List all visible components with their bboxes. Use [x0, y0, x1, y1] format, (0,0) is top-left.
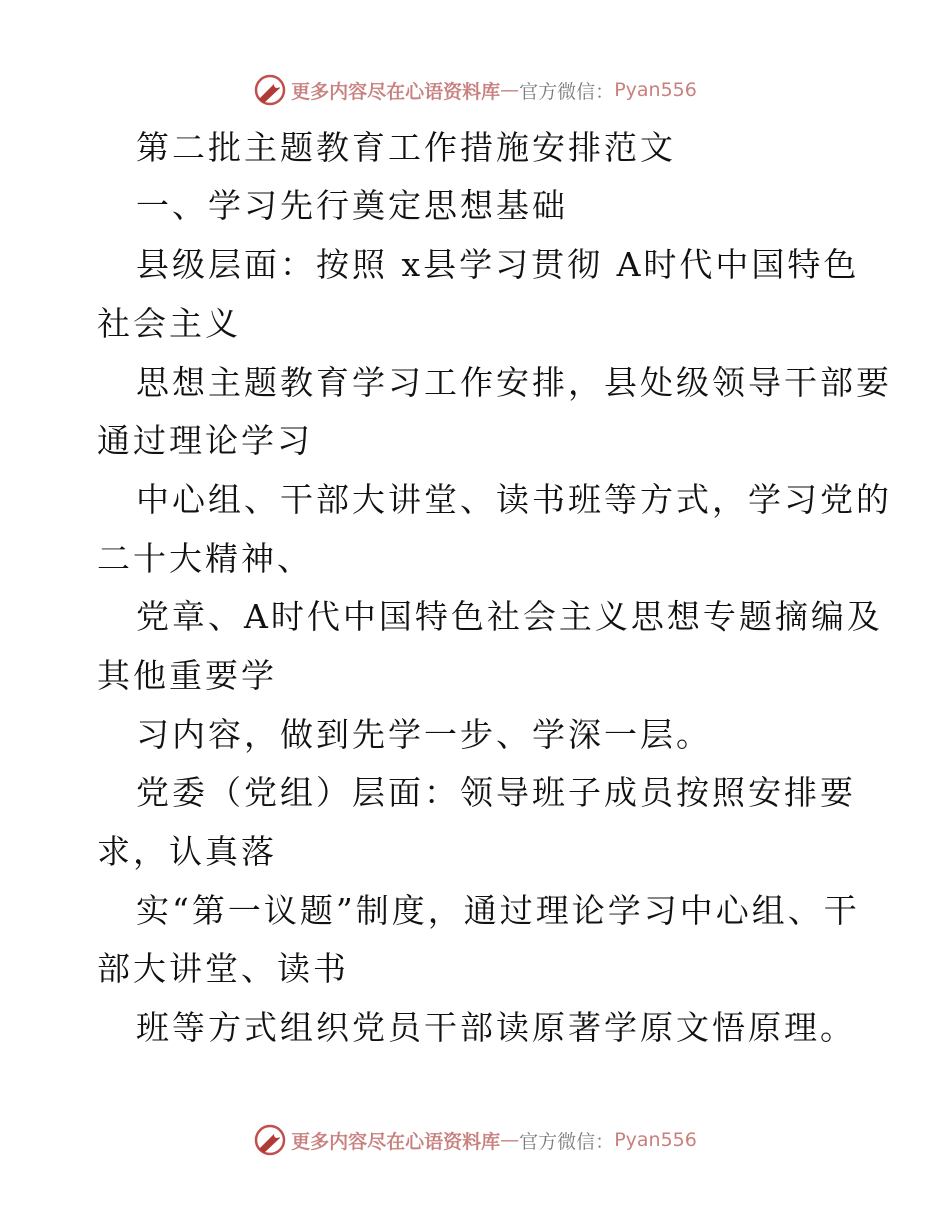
paragraph-line: 党委（党组）层面：领导班子成员按照安排要	[136, 773, 856, 812]
paragraph-line: 县级层面：按照 x县学习贯彻 A时代中国特色	[136, 245, 860, 284]
pen-nib-logo-icon	[253, 1123, 287, 1157]
watermark-wechat-account: Pyan556	[614, 79, 697, 101]
watermark-wechat-label: 官方微信：	[519, 1130, 615, 1153]
paragraph-line: 中心组、干部大讲堂、读书班等方式，学习党的	[136, 480, 892, 519]
watermark-wechat-account: Pyan556	[614, 1129, 697, 1151]
paragraph-line: 通过理论学习	[97, 421, 313, 460]
paragraph-line: 班等方式组织党员干部读原著学原文悟原理。	[136, 1008, 856, 1047]
watermark-dash: —	[500, 1129, 520, 1151]
paragraph-line: 社会主义	[97, 304, 241, 343]
header-watermark	[0, 70, 950, 110]
paragraph-line: 部大讲堂、读书	[97, 949, 349, 988]
paragraph-line: 习内容，做到先学一步、学深一层。	[136, 715, 712, 754]
paragraph-line: 党章、A时代中国特色社会主义思想专题摘编及	[136, 597, 883, 636]
watermark-title: 更多内容尽在心语资料库	[291, 80, 501, 103]
watermark-dash: —	[500, 79, 520, 101]
paragraph-line: 二十大精神、	[97, 539, 313, 578]
paragraph-line: 求，认真落	[97, 832, 277, 871]
pen-nib-logo-icon	[253, 73, 287, 107]
watermark-wechat-label: 官方微信：	[519, 80, 615, 103]
footer-watermark	[0, 1120, 950, 1160]
paragraph-line: 其他重要学	[97, 656, 277, 695]
paragraph-line: 思想主题教育学习工作安排，县处级领导干部要	[136, 363, 892, 402]
watermark-title: 更多内容尽在心语资料库	[291, 1130, 501, 1153]
paragraph-line: 实“第一议题”制度，通过理论学习中心组、干	[136, 891, 860, 930]
section-heading: 一、学习先行奠定思想基础	[136, 186, 568, 225]
document-title: 第二批主题教育工作措施安排范文	[136, 128, 676, 167]
